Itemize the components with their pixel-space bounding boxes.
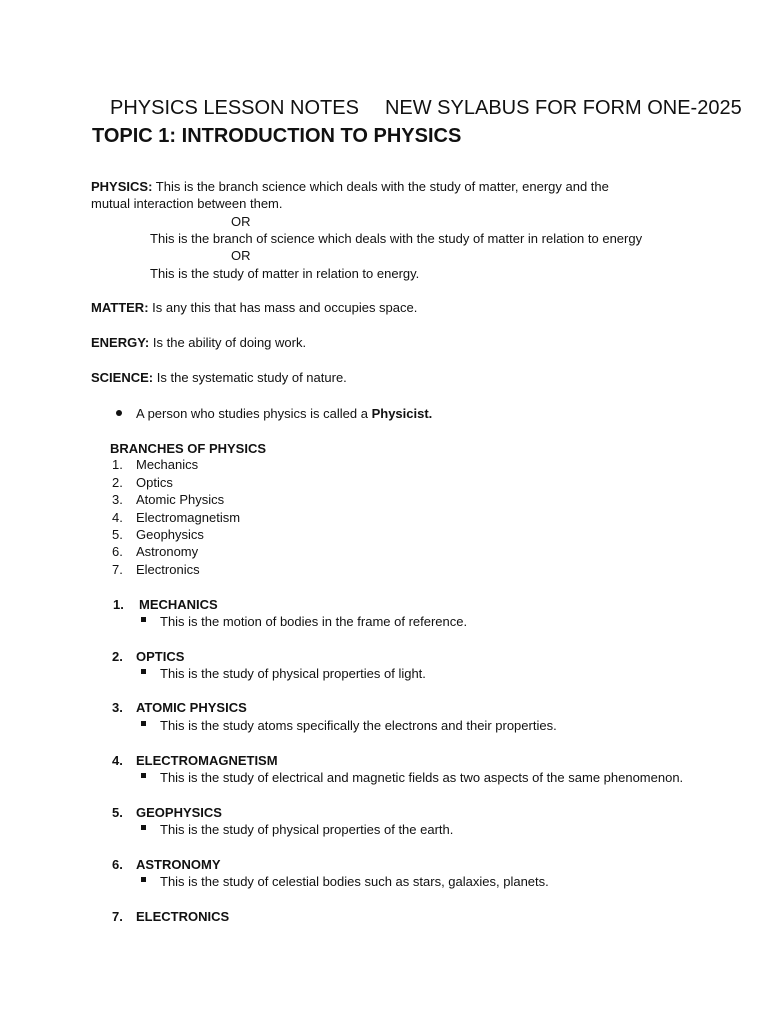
section-heading <box>0 908 400 925</box>
energy-definition <box>91 334 306 351</box>
list-item <box>0 474 400 491</box>
header-title-right: NEW SYLABUS FOR FORM ONE-2025 <box>384 97 742 119</box>
or-separator: OR <box>231 248 251 263</box>
list-item-number: 7. <box>112 562 123 577</box>
section-description: This is the study of electrical and magnetic fields as two aspects of the same phenomenon. <box>160 770 684 785</box>
square-bullet-icon <box>141 877 146 882</box>
section-description: This is the study of celestial bodies such as stars, galaxies, planets. <box>160 874 549 889</box>
section-heading <box>0 856 400 873</box>
physics-term: PHYSICS: <box>91 179 153 194</box>
physics-definition <box>91 178 651 212</box>
list-item-number: 3. <box>112 492 123 507</box>
matter-term: MATTER: <box>91 300 149 315</box>
topic-title: TOPIC 1: INTRODUCTION TO PHYSICS <box>92 125 462 147</box>
list-item-number: 1. <box>112 457 123 472</box>
section-number: 7. <box>112 909 123 924</box>
section-heading <box>0 699 400 716</box>
energy-term: ENERGY: <box>91 335 150 350</box>
section-number: 5. <box>112 805 123 820</box>
section-number: 2. <box>112 649 123 664</box>
section-heading <box>0 752 400 769</box>
section-number: 3. <box>112 700 123 715</box>
section-number: 4. <box>112 753 123 768</box>
section-title: ASTRONOMY <box>136 857 221 872</box>
section-description: This is the study atoms specifically the electrons and their properties. <box>160 718 557 733</box>
section-title: GEOPHYSICS <box>136 805 222 820</box>
header-title-left: PHYSICS LESSON NOTES <box>110 97 359 119</box>
science-term: SCIENCE: <box>91 370 154 385</box>
list-item-label: Atomic Physics <box>136 492 225 507</box>
list-item <box>0 526 400 543</box>
science-definition <box>91 369 347 386</box>
section-number: 1. <box>113 597 124 612</box>
page-header <box>110 95 742 121</box>
list-item-label: Astronomy <box>136 544 199 559</box>
list-item-label: Optics <box>136 475 173 490</box>
section-title: ELECTROMAGNETISM <box>136 753 278 768</box>
list-item-label: Electromagnetism <box>136 510 241 525</box>
bullet-bold-text: Physicist. <box>371 406 433 421</box>
science-def-text: Is the systematic study of nature. <box>156 370 347 385</box>
section-number: 6. <box>112 857 123 872</box>
bullet-dot-icon <box>116 410 122 416</box>
alt-definition-1: This is the branch of science which deals with the study of matter in relation to energy <box>150 231 643 246</box>
list-item-number: 5. <box>112 527 123 542</box>
list-item-number: 4. <box>112 510 123 525</box>
square-bullet-icon <box>141 617 146 622</box>
list-item-label: Geophysics <box>136 527 204 542</box>
physicist-bullet <box>136 405 432 422</box>
branches-heading: BRANCHES OF PHYSICS <box>110 441 267 456</box>
list-item-number: 6. <box>112 544 123 559</box>
square-bullet-icon <box>141 773 146 778</box>
section-description: This is the study of physical properties of light. <box>160 666 426 681</box>
section-title: ELECTRONICS <box>136 909 230 924</box>
section-title: OPTICS <box>136 649 185 664</box>
section-title: ATOMIC PHYSICS <box>136 700 247 715</box>
bullet-text: A person who studies physics is called a <box>136 406 368 421</box>
alt-definition-2: This is the study of matter in relation to energy. <box>150 266 420 281</box>
square-bullet-icon <box>141 669 146 674</box>
list-item-label: Mechanics <box>136 457 199 472</box>
matter-def-text: Is any this that has mass and occupies space. <box>152 300 418 315</box>
section-description: This is the motion of bodies in the frame of reference. <box>160 614 468 629</box>
section-description: This is the study of physical properties of the earth. <box>160 822 454 837</box>
square-bullet-icon <box>141 721 146 726</box>
section-heading <box>0 804 400 821</box>
list-item <box>0 561 400 578</box>
list-item <box>0 509 400 526</box>
matter-definition <box>91 299 417 316</box>
or-separator: OR <box>231 214 251 229</box>
list-item <box>0 456 400 473</box>
list-item-number: 2. <box>112 475 123 490</box>
physics-def-text: This is the branch science which deals with the study of matter, energy and the mutual interaction between them. <box>91 179 609 211</box>
section-title: MECHANICS <box>139 597 218 612</box>
energy-def-text: Is the ability of doing work. <box>152 335 307 350</box>
square-bullet-icon <box>141 825 146 830</box>
section-heading <box>0 596 400 613</box>
list-item-label: Electronics <box>136 562 200 577</box>
list-item <box>0 543 400 560</box>
section-heading <box>0 648 400 665</box>
list-item <box>0 491 400 508</box>
